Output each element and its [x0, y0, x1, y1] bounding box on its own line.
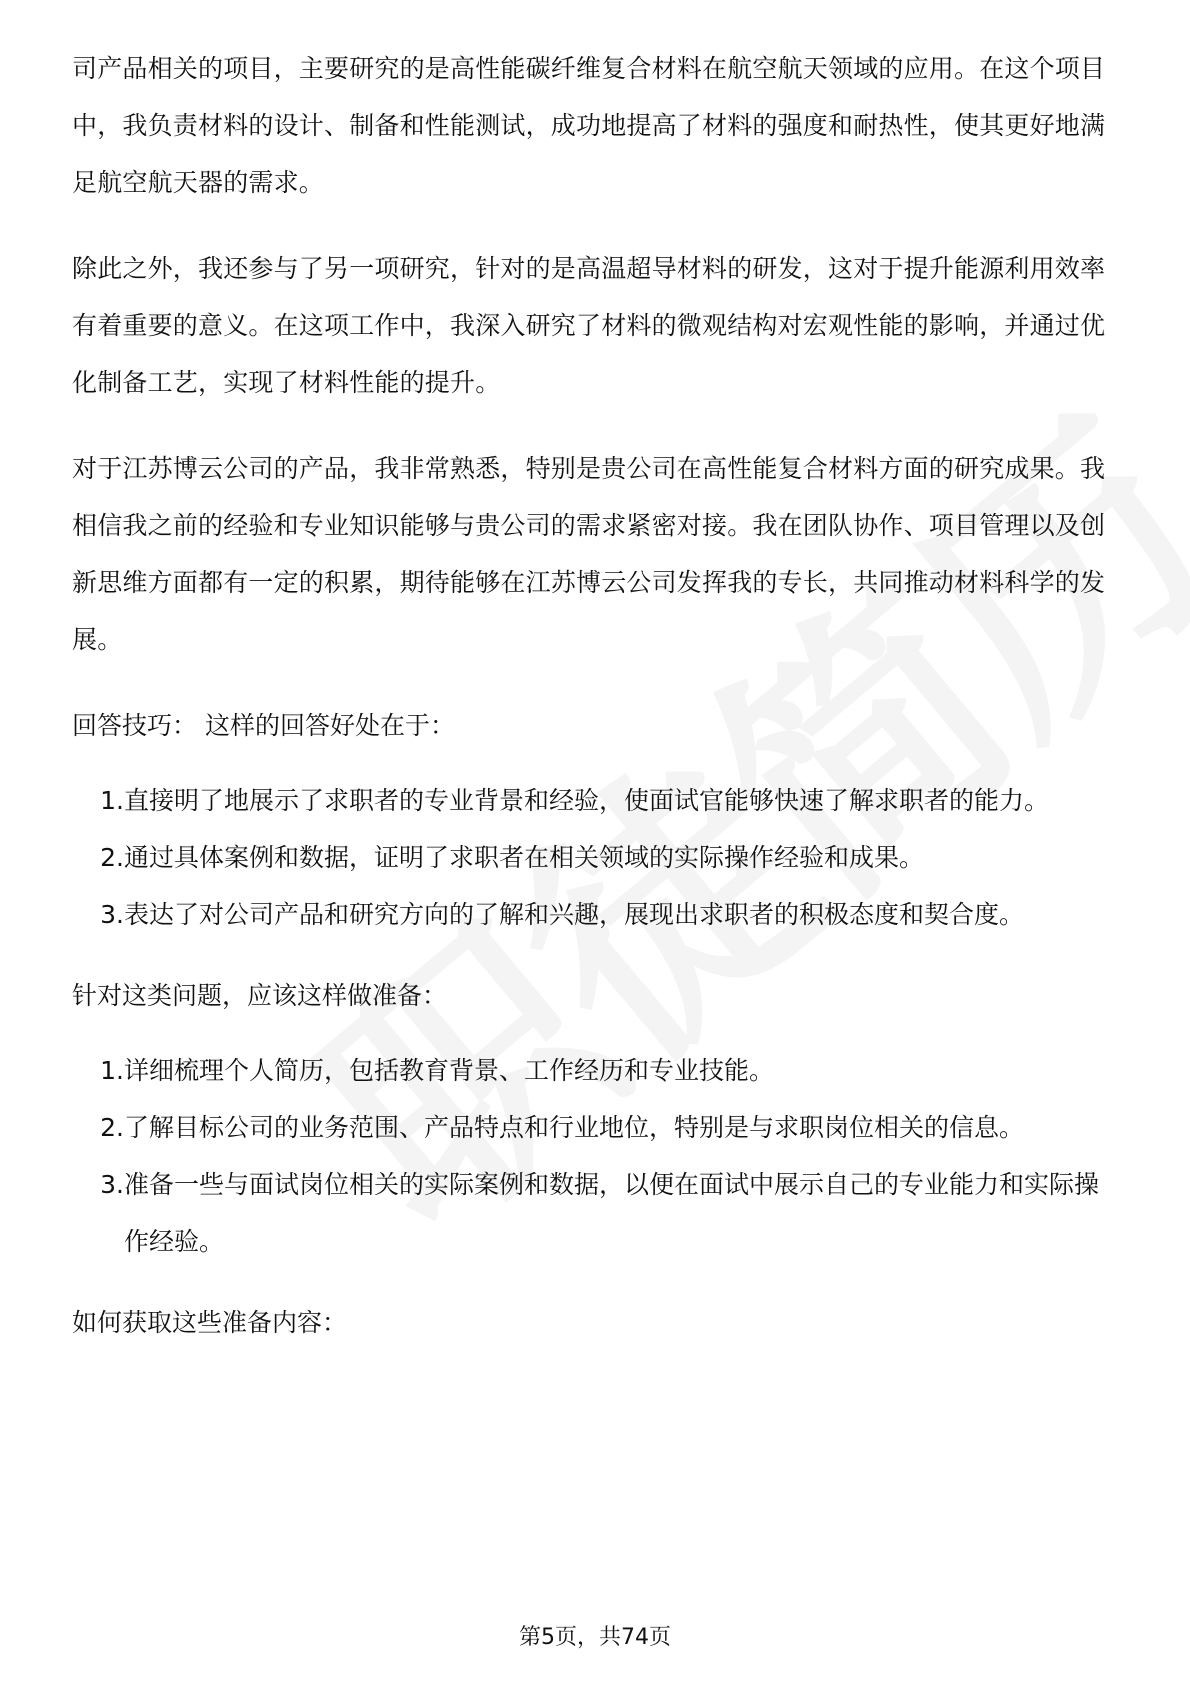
obtain-heading: 如何获取这些准备内容： — [72, 1308, 348, 1337]
list-item — [72, 886, 1122, 943]
list-text: 直接明了地展示了求职者的专业背景和经验，使面试官能够快速了解求职者的能力。 — [124, 786, 1050, 815]
list-number: 1. — [100, 1056, 124, 1085]
list-item — [72, 829, 1122, 886]
document-page — [72, 40, 1122, 1369]
list-text: 了解目标公司的业务范围、产品特点和行业地位，特别是与求职岗位相关的信息。 — [124, 1113, 1025, 1142]
list-text: 通过具体案例和数据，证明了求职者在相关领域的实际操作经验和成果。 — [124, 843, 925, 872]
list-item — [72, 1156, 1122, 1270]
list-text: 详细梳理个人简历，包括教育背景、工作经历和专业技能。 — [124, 1056, 775, 1085]
list-number: 2. — [100, 1113, 124, 1142]
list-item — [72, 1042, 1122, 1099]
paragraph-project: 司产品相关的项目，主要研究的是高性能碳纤维复合材料在航空航天领域的应用。在这个项目中，我负责材料的设计、制备和性能测试，成功地提高了材料的强度和耐热性，使其更好地满足航空航天器的需求。 — [72, 54, 1106, 197]
prep-heading: 针对这类问题，应该这样做准备： — [72, 981, 448, 1010]
list-item — [72, 772, 1122, 829]
list-number: 2. — [100, 843, 124, 872]
tips-heading: 回答技巧： 这样的回答好处在于： — [72, 711, 455, 740]
paragraph-company: 对于江苏博云公司的产品，我非常熟悉，特别是贵公司在高性能复合材料方面的研究成果。我相信我之前的经验和专业知识能够与贵公司的需求紧密对接。我在团队协作、项目管理以及创新思维方面都有一定的积累，期待能够在江苏博云公司发挥我的专长，共同推动材料科学的发展。 — [72, 454, 1106, 654]
list-number: 1. — [100, 786, 124, 815]
list-text: 准备一些与面试岗位相关的实际案例和数据，以便在面试中展示自己的专业能力和实际操作经验。 — [124, 1170, 1100, 1256]
list-text: 表达了对公司产品和研究方向的了解和兴趣，展现出求职者的积极态度和契合度。 — [124, 900, 1025, 929]
prep-list — [72, 1042, 1122, 1270]
paragraph-research: 除此之外，我还参与了另一项研究，针对的是高温超导材料的研发，这对于提升能源利用效率有着重要的意义。在这项工作中，我深入研究了材料的微观结构对宏观性能的影响，并通过优化制备工艺，实现了材料性能的提升。 — [72, 254, 1106, 397]
list-number: 3. — [100, 1170, 124, 1199]
list-number: 3. — [100, 900, 124, 929]
tips-list — [72, 772, 1122, 943]
list-item — [72, 1099, 1122, 1156]
page-footer: 第5页，共74页 — [519, 1625, 671, 1650]
